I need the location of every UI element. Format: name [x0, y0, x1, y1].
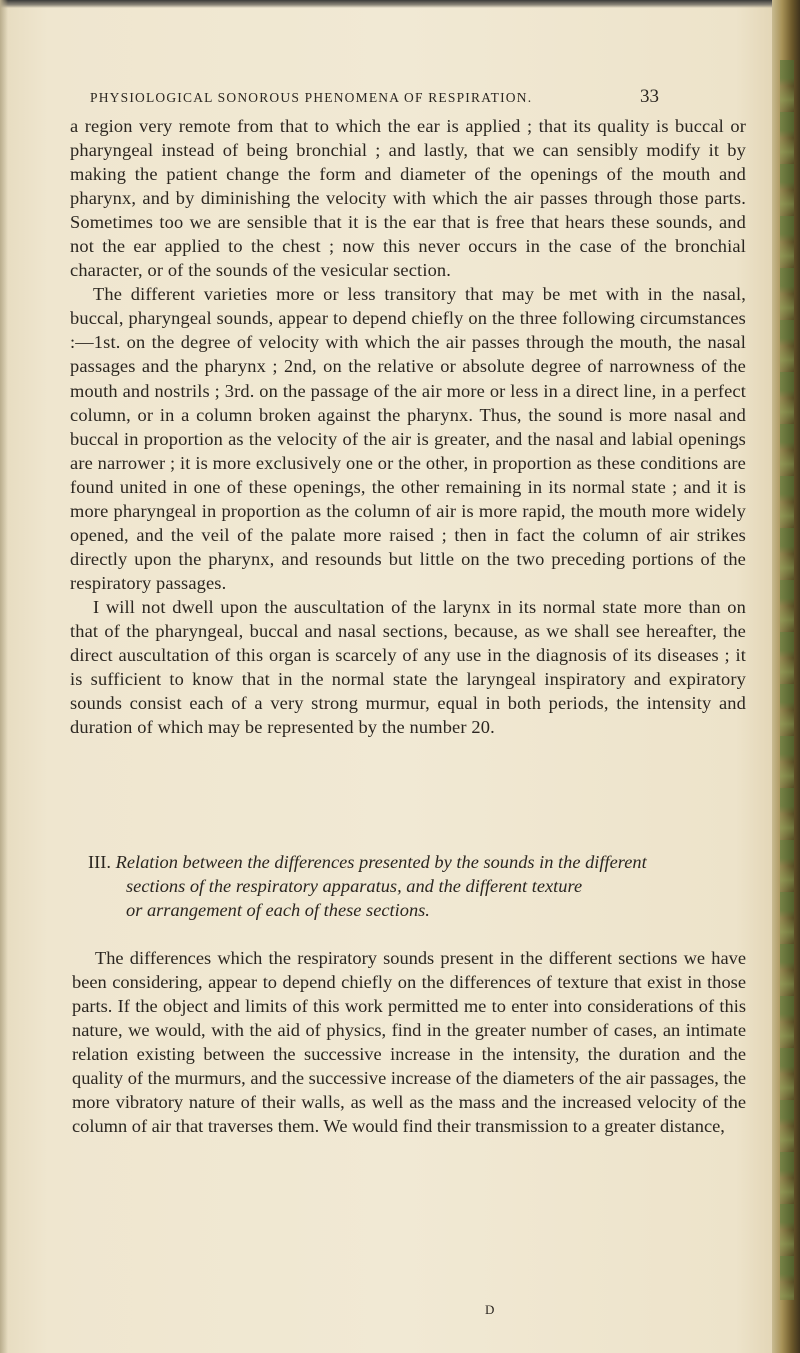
body-text-lower: [72, 946, 746, 1138]
section-title-part: Relation between the differences presented by the sounds in the different: [115, 852, 647, 872]
section-heading-line-1: [70, 850, 746, 874]
binding-edge: [772, 0, 800, 1353]
section-heading-line-2: sections of the respiratory apparatus, and the different texture: [126, 876, 583, 896]
paragraph: I will not dwell upon the auscultation of the larynx in its normal state more than on that of the pharyngeal, buccal and nasal sections, because, as we shall see hereafter, the direct auscultation of this organ is scarcely of any use in the diagnosis of its diseases ; it is sufficient to know that in the normal state the laryngeal inspiratory and expiratory sounds consist each of a very strong murmur, equal in both periods, the intensity and duration of which may be represented by the number 20.: [70, 596, 746, 738]
signature-mark: D: [485, 1302, 496, 1317]
running-head-title: PHYSIOLOGICAL SONOROUS PHENOMENA OF RESPIRATION.: [90, 90, 533, 105]
page-number: 33: [640, 86, 659, 107]
paragraph: The differences which the respiratory sounds present in the different sections we have been considering, appear to depend chiefly on the differences of texture that exist in those parts. If the object and limits of this work permitted me to enter into considerations of this nature, we would, with the aid of physics, find in the greater number of cases, an intimate relation existing between the successive increase in the intensity, the duration and the quality of the murmurs, and the successive increase of the diameters of the air passages, the more vibratory nature of their walls, as well as the mass and the increased velocity of the column of air that traverses them. We would find their transmission to a greater distance,: [72, 948, 746, 1137]
page-top-edge: [0, 0, 800, 8]
paragraph: The different varieties more or less transitory that may be met with in the nasal, buccal, pharyngeal sounds, appear to depend chiefly on the three following circumstances :—1st. on the degree of velocity with which the air passes through the mouth, the nasal passages and the pharynx ; 2nd, on the relative or absolute degree of narrowness of the mouth and nostrils ; 3rd. on the passage of the air more or less in a direct line, in a perfect column, or in a column broken against the pharynx. Thus, the sound is more nasal and buccal in proportion as the velocity of the air is greater, and the nasal and labial openings are narrower ; it is more exclusively one or the other, in proportion as these conditions are found united in one of these openings, the other remaining in its normal state ; and it is more pharyngeal in proportion as the column of air is more rapid, the mouth more widely opened, and the veil of the palate more raised ; then in fact the column of air strikes directly upon the pharynx, and resounds but little on the two preceding portions of the respiratory passages.: [70, 284, 746, 593]
section-heading-line-3: or arrangement of each of these sections.: [126, 900, 430, 920]
paragraph: a region very remote from that to which the ear is applied ; that its quality is buccal or pharyngeal instead of being bronchial ; and lastly, that we can sensibly modify it by making the patient change the form and diameter of the openings of the mouth and pharynx, and by diminishing the velocity with which the air passes through those parts. Sometimes too we are sensible that it is the ear that is free that hears these sounds, and not the ear applied to the chest ; now this never occurs in the case of the bronchial character, or of the sounds of the vesicular section.: [70, 116, 746, 281]
page-left-edge: [0, 0, 8, 1353]
body-text-upper: [70, 114, 746, 739]
section-heading: [70, 850, 746, 922]
section-number: III.: [88, 852, 111, 872]
running-head: [0, 86, 800, 114]
